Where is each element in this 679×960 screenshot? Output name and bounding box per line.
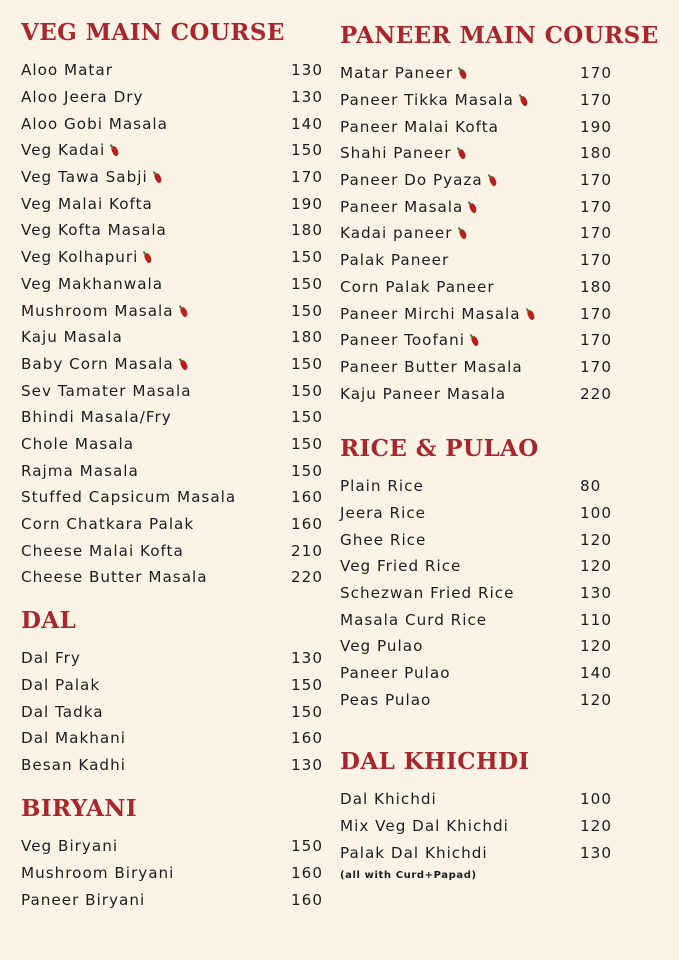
menu-item-label: Shahi Paneer <box>340 144 452 163</box>
menu-item-label: Aloo Jeera Dry <box>21 88 144 107</box>
menu-item-price: 120 <box>580 557 612 576</box>
menu-item-name <box>21 248 273 266</box>
menu-item-price: 100 <box>580 790 612 809</box>
chili-icon <box>468 202 479 214</box>
menu-item-name <box>21 515 273 533</box>
menu-item-name <box>340 118 548 136</box>
section-veg-main-course <box>21 19 323 591</box>
menu-item-name <box>340 278 548 296</box>
menu-item-label: Corn Chatkara Palak <box>21 515 195 534</box>
menu-item-label: Besan Kadhi <box>21 756 126 775</box>
menu-item <box>340 327 642 354</box>
menu-item <box>21 190 323 217</box>
menu-item-label: Cheese Butter Masala <box>21 568 208 587</box>
menu-item-price: 140 <box>580 664 612 683</box>
menu-item-name <box>21 864 273 882</box>
khichdi-note: (all with Curd+Papad) <box>340 870 477 882</box>
menu-item-name <box>21 435 273 453</box>
chili-icon <box>518 95 529 107</box>
menu-item-name <box>340 637 548 655</box>
menu-item-name <box>21 729 273 747</box>
chili-icon <box>456 149 467 161</box>
section-title: RICE & PULAO <box>340 435 539 462</box>
menu-item <box>21 672 323 699</box>
menu-item-name <box>21 355 273 373</box>
menu-item <box>21 833 323 860</box>
chili-icon <box>178 306 189 318</box>
menu-item-label: Paneer Masala <box>340 197 464 216</box>
menu-item-label: Veg Kofta Masala <box>21 221 167 240</box>
menu-item-price: 150 <box>291 354 323 373</box>
menu-item-price: 120 <box>580 817 612 836</box>
menu-item-name <box>340 477 548 495</box>
menu-item-price: 160 <box>291 729 323 748</box>
menu-item-price: 110 <box>580 610 612 629</box>
section-biryani <box>21 795 323 913</box>
section-title: BIRYANI <box>21 795 137 822</box>
menu-item-price: 130 <box>291 88 323 107</box>
menu-item-name <box>340 331 548 349</box>
menu-item <box>340 113 642 140</box>
menu-item-label: Paneer Toofani <box>340 331 465 350</box>
menu-item-name <box>21 168 273 186</box>
menu-item-price: 130 <box>580 584 612 603</box>
menu-item <box>21 725 323 752</box>
menu-item-name <box>340 305 548 323</box>
menu-item <box>340 633 642 660</box>
menu-items <box>21 57 323 591</box>
menu-item-price: 220 <box>580 384 612 403</box>
menu-item <box>340 606 642 633</box>
menu-item-name <box>21 568 273 586</box>
menu-items <box>340 473 642 713</box>
menu-item-price: 120 <box>580 637 612 656</box>
menu-item-label: Veg Pulao <box>340 637 424 656</box>
menu-item-price: 180 <box>291 221 323 240</box>
menu-item <box>21 324 323 351</box>
menu-item <box>340 553 642 580</box>
menu-item <box>21 886 323 913</box>
menu-item-label: Aloo Gobi Masala <box>21 114 168 133</box>
menu-item-label: Mushroom Masala <box>21 301 174 320</box>
menu-item-price: 150 <box>291 274 323 293</box>
menu-item-price: 170 <box>291 168 323 187</box>
menu-item-label: Mix Veg Dal Khichdi <box>340 817 509 836</box>
menu-item-price: 150 <box>291 248 323 267</box>
menu-item-name <box>21 542 273 560</box>
menu-item-name <box>21 221 273 239</box>
menu-item <box>21 564 323 591</box>
menu-item <box>21 484 323 511</box>
chili-icon <box>525 309 536 321</box>
menu-item-price: 170 <box>580 331 612 350</box>
menu-item-name <box>21 649 273 667</box>
menu-item <box>340 60 642 87</box>
menu-item <box>340 687 642 714</box>
menu-item-label: Veg Kadai <box>21 141 106 160</box>
menu-item-label: Jeera Rice <box>340 504 427 523</box>
menu-item-label: Plain Rice <box>340 477 424 496</box>
menu-item-name <box>340 844 548 862</box>
menu-item <box>340 354 642 381</box>
menu-item-label: Sev Tamater Masala <box>21 381 192 400</box>
menu-item-name <box>340 557 548 575</box>
menu-item-label: Dal Palak <box>21 676 101 695</box>
menu-item-name <box>340 224 548 242</box>
menu-item-name <box>340 691 548 709</box>
menu-item-name <box>21 141 273 159</box>
menu-item-price: 150 <box>291 461 323 480</box>
menu-item-label: Schezwan Fried Rice <box>340 584 515 603</box>
menu-item-label: Veg Malai Kofta <box>21 194 153 213</box>
menu-item-price: 190 <box>291 194 323 213</box>
menu-item-name <box>340 198 548 216</box>
menu-item-name <box>21 891 273 909</box>
menu-item <box>340 247 642 274</box>
menu-item-label: Ghee Rice <box>340 530 427 549</box>
menu-item-price: 150 <box>291 141 323 160</box>
chili-icon <box>143 252 154 264</box>
section-title: PANEER MAIN COURSE <box>340 22 659 49</box>
menu-item-price: 170 <box>580 197 612 216</box>
menu-item <box>21 137 323 164</box>
chili-icon <box>178 359 189 371</box>
menu-item <box>21 164 323 191</box>
menu-item-label: Mushroom Biryani <box>21 864 175 883</box>
menu-item-name <box>21 302 273 320</box>
menu-item-price: 120 <box>580 690 612 709</box>
menu-item <box>21 860 323 887</box>
menu-item-price: 170 <box>580 91 612 110</box>
chili-icon <box>487 175 498 187</box>
menu-item-name <box>21 88 273 106</box>
menu-item-name <box>340 817 548 835</box>
menu-item-price: 190 <box>580 117 612 136</box>
menu-item-price: 150 <box>291 381 323 400</box>
menu-item <box>340 140 642 167</box>
menu-item-label: Bhindi Masala/Fry <box>21 408 172 427</box>
menu-item <box>21 244 323 271</box>
menu-item-name <box>340 531 548 549</box>
menu-item-label: Chole Masala <box>21 434 135 453</box>
menu-item-label: Paneer Butter Masala <box>340 357 523 376</box>
menu-item-label: Palak Paneer <box>340 251 450 270</box>
menu-item-price: 150 <box>291 301 323 320</box>
chili-icon <box>470 335 481 347</box>
menu-item-price: 150 <box>291 702 323 721</box>
menu-item-name <box>340 385 548 403</box>
menu-item <box>21 57 323 84</box>
chili-icon <box>152 172 163 184</box>
menu-item-name <box>21 195 273 213</box>
menu-item-name <box>21 61 273 79</box>
menu-item-name <box>340 504 548 522</box>
menu-item-name <box>21 382 273 400</box>
menu-item-name <box>21 676 273 694</box>
chili-icon <box>457 229 468 241</box>
menu-item-name <box>340 144 548 162</box>
menu-item-price: 130 <box>291 649 323 668</box>
section-dal <box>21 607 323 778</box>
menu-item <box>340 473 642 500</box>
menu-item-name <box>340 91 548 109</box>
menu-item-price: 160 <box>291 488 323 507</box>
menu-item <box>340 87 642 114</box>
menu-item-price: 160 <box>291 890 323 909</box>
menu-item-price: 80 <box>580 477 602 496</box>
menu-item-price: 130 <box>291 61 323 80</box>
menu-item <box>21 404 323 431</box>
menu-item <box>21 297 323 324</box>
menu-item-label: Paneer Mirchi Masala <box>340 304 521 323</box>
menu-item-name <box>21 462 273 480</box>
menu-item <box>21 752 323 779</box>
menu-item-price: 170 <box>580 251 612 270</box>
menu-item-price: 170 <box>580 357 612 376</box>
menu-item-price: 150 <box>291 676 323 695</box>
menu-item-label: Veg Fried Rice <box>340 557 462 576</box>
menu-item <box>340 813 642 840</box>
menu-item-name <box>21 275 273 293</box>
menu-item-label: Dal Fry <box>21 649 81 668</box>
menu-item-price: 150 <box>291 408 323 427</box>
menu-item-price: 220 <box>291 568 323 587</box>
menu-item-label: Corn Palak Paneer <box>340 277 495 296</box>
menu-item-label: Paneer Biryani <box>21 890 146 909</box>
menu-item <box>340 380 642 407</box>
menu-item <box>21 217 323 244</box>
menu-item <box>340 220 642 247</box>
menu-item <box>340 839 642 866</box>
menu-item-name <box>340 664 548 682</box>
menu-item-name <box>340 611 548 629</box>
menu-item-label: Paneer Tikka Masala <box>340 91 514 110</box>
menu-item <box>340 526 642 553</box>
menu-item-label: Matar Paneer <box>340 64 454 83</box>
menu-item-label: Veg Tawa Sabji <box>21 168 148 187</box>
menu-item-label: Stuffed Capsicum Masala <box>21 488 237 507</box>
menu-item-price: 130 <box>580 843 612 862</box>
section-title: DAL KHICHDI <box>340 748 530 775</box>
menu-item-label: Veg Makhanwala <box>21 274 164 293</box>
menu-item <box>340 274 642 301</box>
menu-items <box>21 833 323 913</box>
menu-item-price: 180 <box>580 277 612 296</box>
menu-item-price: 140 <box>291 114 323 133</box>
section-dal-khichdi <box>340 748 642 881</box>
menu-item-label: Cheese Malai Kofta <box>21 541 184 560</box>
chili-icon <box>110 146 121 158</box>
menu-item-label: Palak Dal Khichdi <box>340 843 488 862</box>
menu-item-label: Paneer Do Pyaza <box>340 171 483 190</box>
menu-item-label: Baby Corn Masala <box>21 354 174 373</box>
menu-item-name <box>340 64 548 82</box>
menu-item-label: Veg Biryani <box>21 837 119 856</box>
menu-item <box>21 431 323 458</box>
menu-item-price: 160 <box>291 864 323 883</box>
menu-item-name <box>21 488 273 506</box>
menu-item <box>21 84 323 111</box>
menu-item <box>21 457 323 484</box>
menu-item-label: Dal Makhani <box>21 729 127 748</box>
menu-item <box>21 645 323 672</box>
menu-item <box>21 537 323 564</box>
menu-item-name <box>21 837 273 855</box>
menu-item-name <box>21 756 273 774</box>
menu-item <box>340 300 642 327</box>
menu-item-label: Kadai paneer <box>340 224 453 243</box>
menu-item-name <box>340 251 548 269</box>
menu-item-name <box>21 115 273 133</box>
menu-item <box>340 500 642 527</box>
menu-item-label: Kaju Paneer Masala <box>340 384 506 403</box>
menu-item <box>340 193 642 220</box>
menu-item-price: 170 <box>580 171 612 190</box>
menu-item-label: Dal Tadka <box>21 702 104 721</box>
menu-item-price: 180 <box>291 328 323 347</box>
chili-icon <box>458 69 469 81</box>
menu-item-name <box>21 408 273 426</box>
menu-items <box>340 786 642 866</box>
menu-item-label: Paneer Malai Kofta <box>340 117 499 136</box>
menu-item-price: 170 <box>580 64 612 83</box>
menu-item <box>21 110 323 137</box>
menu-item-price: 160 <box>291 515 323 534</box>
menu-item-label: Masala Curd Rice <box>340 610 488 629</box>
section-title: DAL <box>21 607 77 634</box>
menu-item-name <box>340 171 548 189</box>
menu-item-price: 170 <box>580 304 612 323</box>
menu-items <box>21 645 323 778</box>
menu-item-price: 210 <box>291 541 323 560</box>
menu-item-label: Veg Kolhapuri <box>21 248 139 267</box>
menu-item <box>340 580 642 607</box>
menu-item-price: 150 <box>291 434 323 453</box>
menu-item-label: Dal Khichdi <box>340 790 437 809</box>
menu-item-label: Peas Pulao <box>340 690 432 709</box>
menu-item-label: Paneer Pulao <box>340 664 451 683</box>
section-paneer-main-course <box>340 22 659 407</box>
menu-item-price: 130 <box>291 756 323 775</box>
menu-item-label: Kaju Masala <box>21 328 123 347</box>
menu-item-price: 180 <box>580 144 612 163</box>
menu-item-name <box>21 328 273 346</box>
menu-item-name <box>340 790 548 808</box>
menu-item-price: 150 <box>291 837 323 856</box>
menu-item-name <box>340 584 548 602</box>
menu-item-label: Aloo Matar <box>21 61 113 80</box>
section-rice-pulao <box>340 435 642 713</box>
menu-item <box>340 660 642 687</box>
menu-item-label: Rajma Masala <box>21 461 139 480</box>
menu-item <box>340 786 642 813</box>
menu-item <box>21 271 323 298</box>
menu-item <box>340 167 642 194</box>
menu-item <box>21 351 323 378</box>
menu-item-name <box>21 703 273 721</box>
menu-item <box>21 511 323 538</box>
section-title: VEG MAIN COURSE <box>21 19 285 46</box>
menu-item <box>21 377 323 404</box>
menu-item-price: 120 <box>580 530 612 549</box>
menu-item <box>21 698 323 725</box>
menu-item-price: 100 <box>580 504 612 523</box>
menu-items <box>340 60 642 407</box>
menu-item-name <box>340 358 548 376</box>
menu-item-price: 170 <box>580 224 612 243</box>
